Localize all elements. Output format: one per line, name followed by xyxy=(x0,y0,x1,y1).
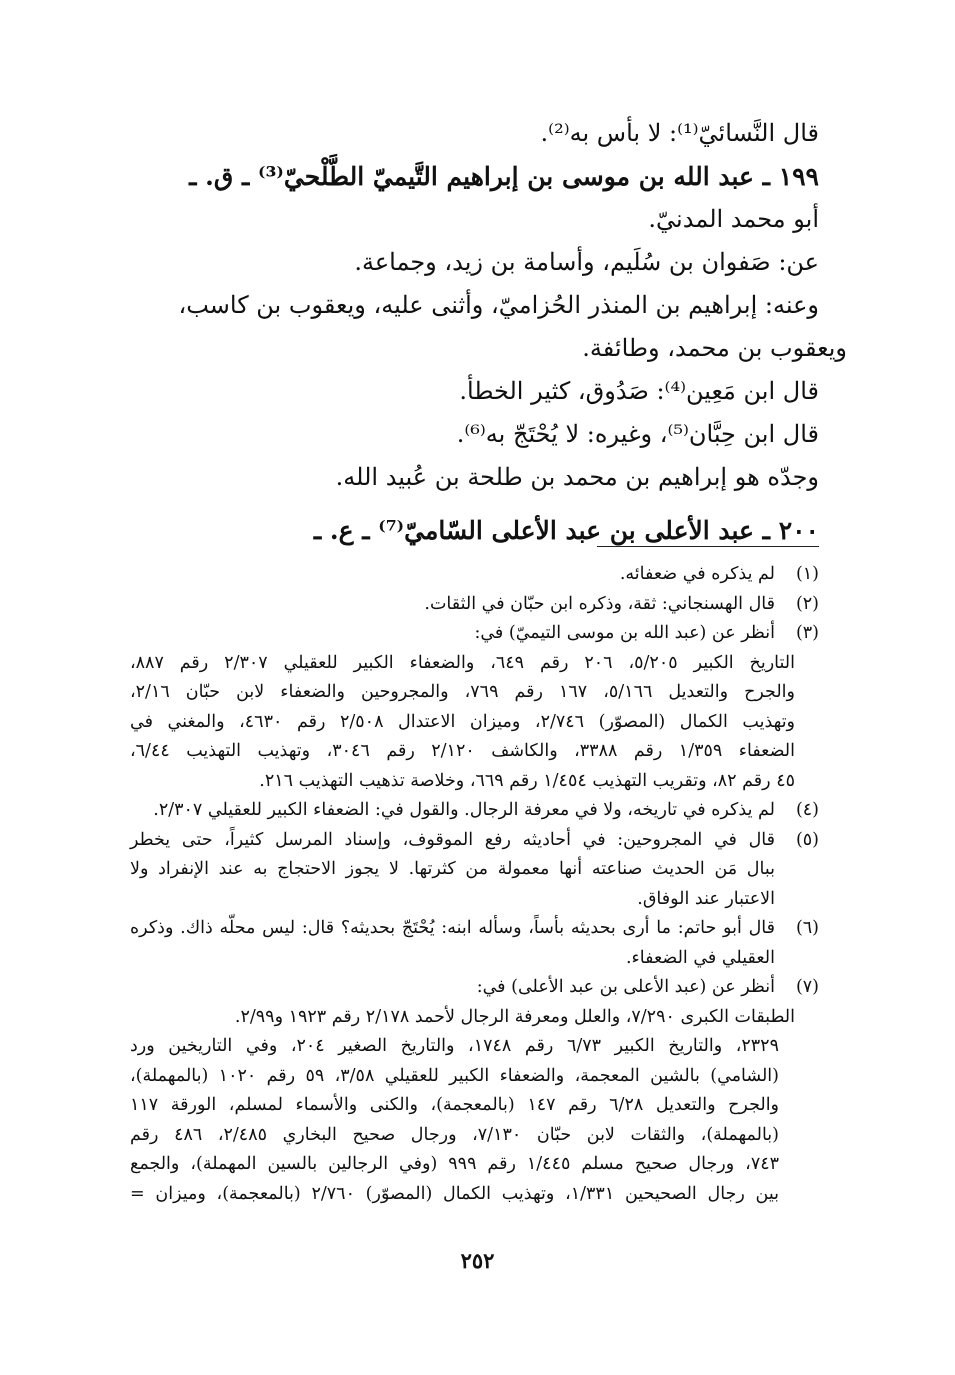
footnote-line: الضعفاء ١/٣٥٩ رقم ٣٣٨٨، والكاشف ٢/١٢٠ رقم ٣٠٤٦، وتهذيب التهذيب ٦/٤٤، xyxy=(130,741,795,761)
footnote-4 xyxy=(130,796,819,826)
footnote-line: ٤٥ رقم ٨٢، وتقريب التهذيب ١/٤٥٤ رقم ٦٦٩، وخلاصة تذهيب التهذيب ٢١٦. xyxy=(259,770,795,791)
footnote-line: ٧٤٣، ورجال صحيح مسلم ١/٤٤٥ رقم ٩٩٩ (وفي الرجالين بالسين المهملة)، والجمع xyxy=(130,1154,780,1174)
footnote-line: (بالمهملة)، والثقات لابن حبّان ٧/١٣٠، ورجال صحيح البخاري ٢/٤٨٥، ٤٨٦ رقم xyxy=(130,1124,779,1145)
footnote-line: لم يذكره في تاريخه، ولا في معرفة الرجال. والقول في: الضعفاء الكبير للعقيلي ٢/٣٠٧. xyxy=(153,800,775,820)
footnote-line: ٢٣٢٩، والتاريخ الكبير ٦/٧٣ رقم ١٧٤٨، والتاريخ الصغير ٢٠٤، وفي التاريخين ورد xyxy=(130,1036,779,1056)
main-line-7: قال ابن مَعِين⁽⁴⁾: صَدُوق، كثير الخطأ. xyxy=(459,377,819,405)
footnote-line: أنظر عن (عبد الأعلى بن عبد الأعلى) في: xyxy=(476,977,775,997)
footnote-7 xyxy=(130,973,819,1209)
entry-199-heading: ١٩٩ ـ عبد الله بن موسى بن إبراهيم التَّيميّ الطَّلْحيّ⁽³⁾ ـ ق. ـ xyxy=(189,162,819,191)
footnote-6 xyxy=(130,914,819,973)
footnote-line: (الشامي) بالشين المعجمة، والضعفاء الكبير للعقيلي ٣/٥٨، ٥٩ رقم ١٠٢٠ (بالمهملة)، xyxy=(130,1065,779,1086)
footnote-3 xyxy=(130,619,819,796)
footnote-2 xyxy=(130,590,819,620)
footnote-number: (١) xyxy=(795,564,819,584)
footnote-number: (٢) xyxy=(795,593,819,614)
footnote-line: العقيلي في الضعفاء. xyxy=(625,947,775,968)
footnote-line: لم يذكره في ضعفائه. xyxy=(619,564,775,584)
main-line-8: قال ابن حِبَّان⁽⁵⁾، وغيره: لا يُحْتَجّ به⁽⁶⁾. xyxy=(456,420,819,448)
footnote-number: (٥) xyxy=(795,829,819,850)
main-line-6: ويعقوب بن محمد، وطائفة. xyxy=(582,334,847,362)
footnote-number: (٣) xyxy=(795,623,819,643)
page-number: ٢٥٢ xyxy=(460,1248,495,1273)
main-line-3: أبو محمد المدنيّ. xyxy=(648,205,819,233)
main-line-1: قال النَّسائيّ⁽¹⁾: لا بأس به⁽²⁾. xyxy=(540,119,819,147)
footnote-line: بين رجال الصحيحين ١/٣٣١، وتهذيب الكمال (المصوّر) ٢/٧٦٠ (بالمعجمة)، وميزان = xyxy=(130,1183,779,1204)
footnote-line: ببال مَن الحديث صناعته أنها معمولة من كثرتها. لا يجوز الاحتجاج به عند الإنفراد ولا xyxy=(130,859,775,879)
footnote-number: (٤) xyxy=(795,800,819,820)
main-line-4: عن: صَفوان بن سُلَيم، وأسامة بن زيد، وجماعة. xyxy=(354,248,819,276)
footnote-number: (٧) xyxy=(795,977,819,997)
main-line-9: وجدّه هو إبراهيم بن محمد بن طلحة بن عُبيد الله. xyxy=(335,463,819,491)
main-line-5: وعنه: إبراهيم بن المنذر الحُزاميّ، وأثنى عليه، ويعقوب بن كاسب، xyxy=(178,291,819,319)
footnote-line: الطبقات الكبرى ٧/٢٩٠، والعلل ومعرفة الرجال لأحمد ٢/١٧٨ رقم ١٩٢٣ و٢/٩٩. xyxy=(234,1006,795,1027)
footnote-line: قال أبو حاتم: ما أرى بحديثه بأساً، وسأله ابنه: يُحْتَجّ بحديثه؟ قال: ليس محلّه ذاك. وذكره xyxy=(130,918,775,938)
footnote-line: والجرح والتعديل ٦/٢٨ رقم ١٤٧ (بالمعجمة)، والكنى والأسماء لمسلم، الورقة ١١٧ xyxy=(130,1095,780,1115)
footnote-1 xyxy=(130,560,819,590)
main-text xyxy=(130,112,847,552)
entry-200-heading: ٢٠٠ ـ عبد الأعلى بن عبد الأعلى السّاميّ⁽⁷⁾ ـ ع. ـ xyxy=(313,516,819,545)
footnote-divider xyxy=(597,546,819,547)
footnotes xyxy=(130,560,819,1209)
footnote-line: التاريخ الكبير ٥/٢٠٥، ٢٠٦ رقم ٦٤٩، والضعفاء الكبير للعقيلي ٢/٣٠٧ رقم ٨٨٧، xyxy=(130,652,795,673)
footnote-line: والجرح والتعديل ٥/١٦٦، ١٦٧ رقم ٧٦٩، والمجروحين والضعفاء لابن حبّان ٢/١٦، xyxy=(130,682,795,702)
footnote-line: وتهذيب الكمال (المصوّر) ٢/٧٤٦، وميزان الاعتدال ٢/٥٠٨ رقم ٤٦٣٠، والمغني في xyxy=(130,711,796,732)
footnote-number: (٦) xyxy=(795,918,819,938)
footnote-line: أنظر عن (عبد الله بن موسى التيميّ) في: xyxy=(474,623,775,643)
footnote-line: قال في المجروحين: في أحاديثه رفع الموقوف، وإسناد المرسل كثيراً، حتى يخطر xyxy=(130,829,775,850)
footnote-line: الاعتبار عند الوفاق. xyxy=(637,888,775,909)
footnote-5 xyxy=(130,826,819,915)
footnote-line: قال الهسنجاني: ثقة، وذكره ابن حبّان في الثقات. xyxy=(424,593,775,614)
